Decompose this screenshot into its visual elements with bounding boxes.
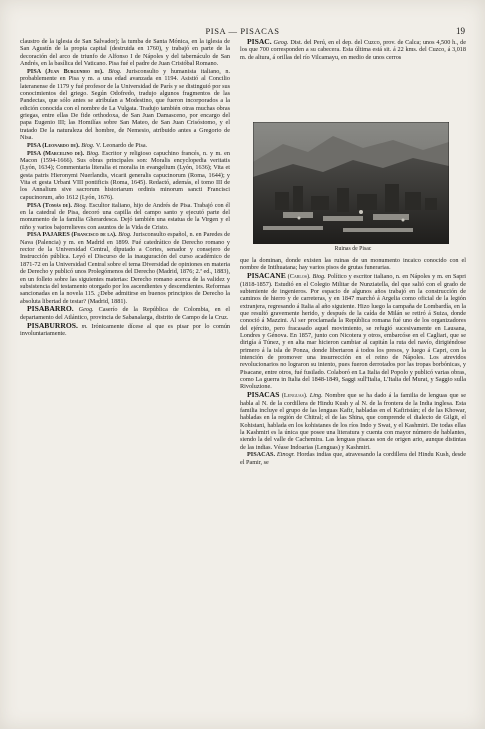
dictionary-entry [20,305,230,321]
dictionary-entry [240,451,466,466]
running-head [0,26,485,38]
entry-headword: PISA PAJARES (Francisco de la). [27,231,117,239]
entry-text: Caserío de la República de Colombia, en el departamento del Atlántico, provincia de Sabanalarga, distrito de Campo de la Cruz. [20,306,230,321]
entry-headword: PISA (Marcelino de). [27,149,85,157]
dictionary-entry [20,202,230,231]
dictionary-entry [240,257,466,272]
dictionary-entry [240,38,466,61]
running-head-title: PISA — PISACAS [205,26,280,36]
entry-headword: PISABARRO. [27,304,74,314]
entry-category-label: Biog. [73,201,88,209]
entry-text: Escritor y religioso capuchino francés, n. y m. en Macon (1594-1666). Sus obras principales son: Moralis encyclopedia veritatis (Lyón, 1634); Commentaria literalia et moralia in evangelium (Lyón, 1636); Vita et gesta patris Hieronymi Nuerlandis, vicarii generalis capucinorum (Roma, 1644); y Vita et gesta Urbani VIII pontificis (Roma, 1645). Redactó, además, el tomo III de los Annalium sive sacrorum historiarum ordinis minorum sancti Francisci capucinorum, año 1612 (Lyón, 1676). [20,149,230,201]
entry-category-label: Geog. [273,39,289,46]
entry-text: Irónicamente dícese al que es pisar por lo común involuntariamente. [20,322,230,337]
entry-headword: PISACAS [247,390,280,400]
entry-category-label: Biog. [81,141,95,149]
dictionary-entry [20,150,230,201]
dictionary-entry [20,142,230,149]
entry-headword: PISA (Juan Burgundio de). [27,67,104,75]
entry-category-label: Biog. [108,67,122,75]
entry-text: Jurisconsulto español, n. en Paredes de Nava (Palencia) y m. en Madrid en 1899. Fué catedrático de Derecho romano y rector de la Universidad Central, diputado a Cortes, senador y consejero de Instrucción pública. Leyó el Discurso de la inauguración del curso académico de 1871-72 en la Universidad Central sobre el tema Diversidad de opiniones en materia de Derecho y publicó unos Prolegómenos del Derecho (Madrid, 1876; 2.ª ed., 1883), en un folleto sobre las siguientes materias: Derecho romano acerca de la validez y subsistencia del testamento otorgado por los ascendientes y descendientes. Reformas sancionadas en la novela 115. ¿Debe admitirse en buenos principios de Derecho la absoluta libertad de testar? (Madrid, 1881). [20,231,230,305]
entry-text: Hordas indias que, atravesando la cordillera del Hindu Kush, desde el Pamir, se [240,451,466,466]
dictionary-entry [240,391,466,451]
entry-category-label: Etnogr. [276,451,295,459]
dictionary-entry [20,231,230,304]
entry-category-label: Geog. [78,306,94,314]
entry-text: Escultor italiano, hijo de Andrés de Pisa. Trabajó con él en la catedral de Pisa, decoró una capilla del campo santo y ejecutó parte del monumento de la familia Gherardesca. Dejó también una estatua de la Virgen y el niño y varios bajorrelieves con asuntos de la Vida de Cristo. [20,201,230,231]
entry-category-label: Biog. [312,273,326,281]
entry-headword: PISACAS. [247,451,276,459]
dictionary-entry [240,272,466,391]
entry-headword: PISA (Tomás de). [27,201,72,209]
entry-headword: PISACANE [247,271,286,281]
entry-category-label: Biog. [86,149,100,157]
dictionary-entry [20,68,230,141]
right-column [240,257,466,723]
entry-headword-qualifier: (Lenguas). [281,392,308,400]
entry-headword-qualifier: (Carlos). [287,273,311,281]
entry-category-label: m. [81,322,88,330]
entry-text: Dist. del Perú, en el dep. del Cuzco, prov. de Calca; unos 4,500 h., de los que 700 corresponden a su cabecera. Esta última está sit. á 22 kms. del Cuzco, á 3,018 m. de altura, á orillas del río Vilcamayu, en medio de unos cerros [240,39,466,61]
entry-text: Nombre que se ha dado á la familia de lenguas que se habla al N. de la cordillera de Hindu Kush y al N. de la frontera de la India inglesa. Esta familia incluye el grupo de las lenguas Kafir, habladas en el Kafiristán; el de las Khowar, habladas en la región de Chitral; el de las Shina, que comprende el dialecto de Gilgit, el Kohistani, hablada en los kohistanes de los ríos Indo y Swat, y el Kashmiri. De todas ellas la Kashmiri es la única que posee una literatura y cuenta con mayor número de hablantes, siendo la del valle de Cachemira. Las lenguas pisacas son de origen ario, aunque distintas de las indias. Véase Indoarias (Lenguas) y Kashmiri. [240,392,466,451]
ruins-photo [253,122,449,244]
entry-text: claustro de la iglesia de San Salvador); la tumba de Santa Mónica, en la iglesia de San Agustín de la propia capital (destruida en 1760), y trabajó en parte de la decoración del arco de triunfo de Alfonso I de Nápoles y del tabernáculo de San Andrés, en la basílica del Vaticano. Pisa fué el padre de Juan Cristóbal Romano. [20,38,230,68]
entry-text: Político y escritor italiano, n. en Nápoles y m. en Sapri (1818-1857). Estudió en el Colegio Militar de Nunziatella, del que salió con el grado de subteniente de ingenieros. Por espacio de algunos años trabajó en la construcción de caminos de hierro y de carreteras, y en 1847 marchó á Argelia como oficial de la legión extranjera, regresando á Italia al año siguiente. Hizo luego la campaña de Lombardía, en la que resultó gravemente herido, y después de la caída de Milán se retiró á Suiza, donde conoció á Mazzini. Al ser proclamada la República romana fué uno de los organizadores del ejército, pero fracasado aquel movimiento, se refugió sucesivamente en Lausana, Londres y Génova. En 1857, junto con Nicotera y otros, embarcóse en el Cagliari, que se dirigía á Túnez, y en alta mar hicieron cambiar al capitán la ruta del navío, dirigiéndose primero á la isla de Ponza, donde libertaron á todos los presos, y luego á Capri, con la intención de promover una insurrección en el reino de Nápoles. Los atrevidos revolucionarios no lograron su intento, pues fueron derrotados por las tropas borbónicas, y Pisacane, entre otros, fué fusilado. Colaboró en La Italia del Popolo y publicó varias obras, como La guerra in Italia del 1848-1849, Saggi sull'Italia, L'Italia del Murat, y Saggio sulla Rivoluzione. [240,273,466,391]
ruins-photo-image [253,122,449,244]
photo-caption: Ruinas de Pisac [334,246,372,252]
entry-headword: PISAC. [247,38,272,46]
dictionary-entry [20,38,230,67]
dictionary-entry [20,322,230,338]
entry-text: que la dominan, donde existen las ruinas de un monumento incaico conocido con el nombre de Intihuatana; hay varios pisos de grutas funerarias. [240,257,466,272]
right-column-top [240,38,466,118]
left-column [20,38,230,722]
entry-headword: PISA (Leonardo de). [27,141,80,149]
entry-text: V. Leonardo de Pisa. [95,141,148,149]
page-number: 19 [456,26,465,36]
entry-category-label: Biog. [118,231,132,239]
entry-category-label: Ling. [309,392,323,400]
entry-text: Jurisconsulto y humanista italiano, n. probablemente en Pisa y m. a una edad avanzada en 1194. Asistió al Concilio lateranense de 1179 y fué profesor de la Universidad de París y se distinguió por sus conocimientos del griego. Según Odofredo, tradujo algunos fragmentos de las Pandectas, que sólo antes se atribuían a Modestino, que fueron incorporados a la edición conocida con el nombre de La Vulgata. Tradujo también otras muchas obras griegas, entre ellas De fide orthodoxa, de San Juan Damasceno, por encargo del papa Eugenio III; las Homilías sobre San Mateo, de San Juan Crisóstomo, y el tratado De la naturaleza del hombre, de Nemesio, atribuido antes a Gregorio de Nisa. [20,67,230,141]
entry-headword: PISABURROS. [27,320,78,330]
